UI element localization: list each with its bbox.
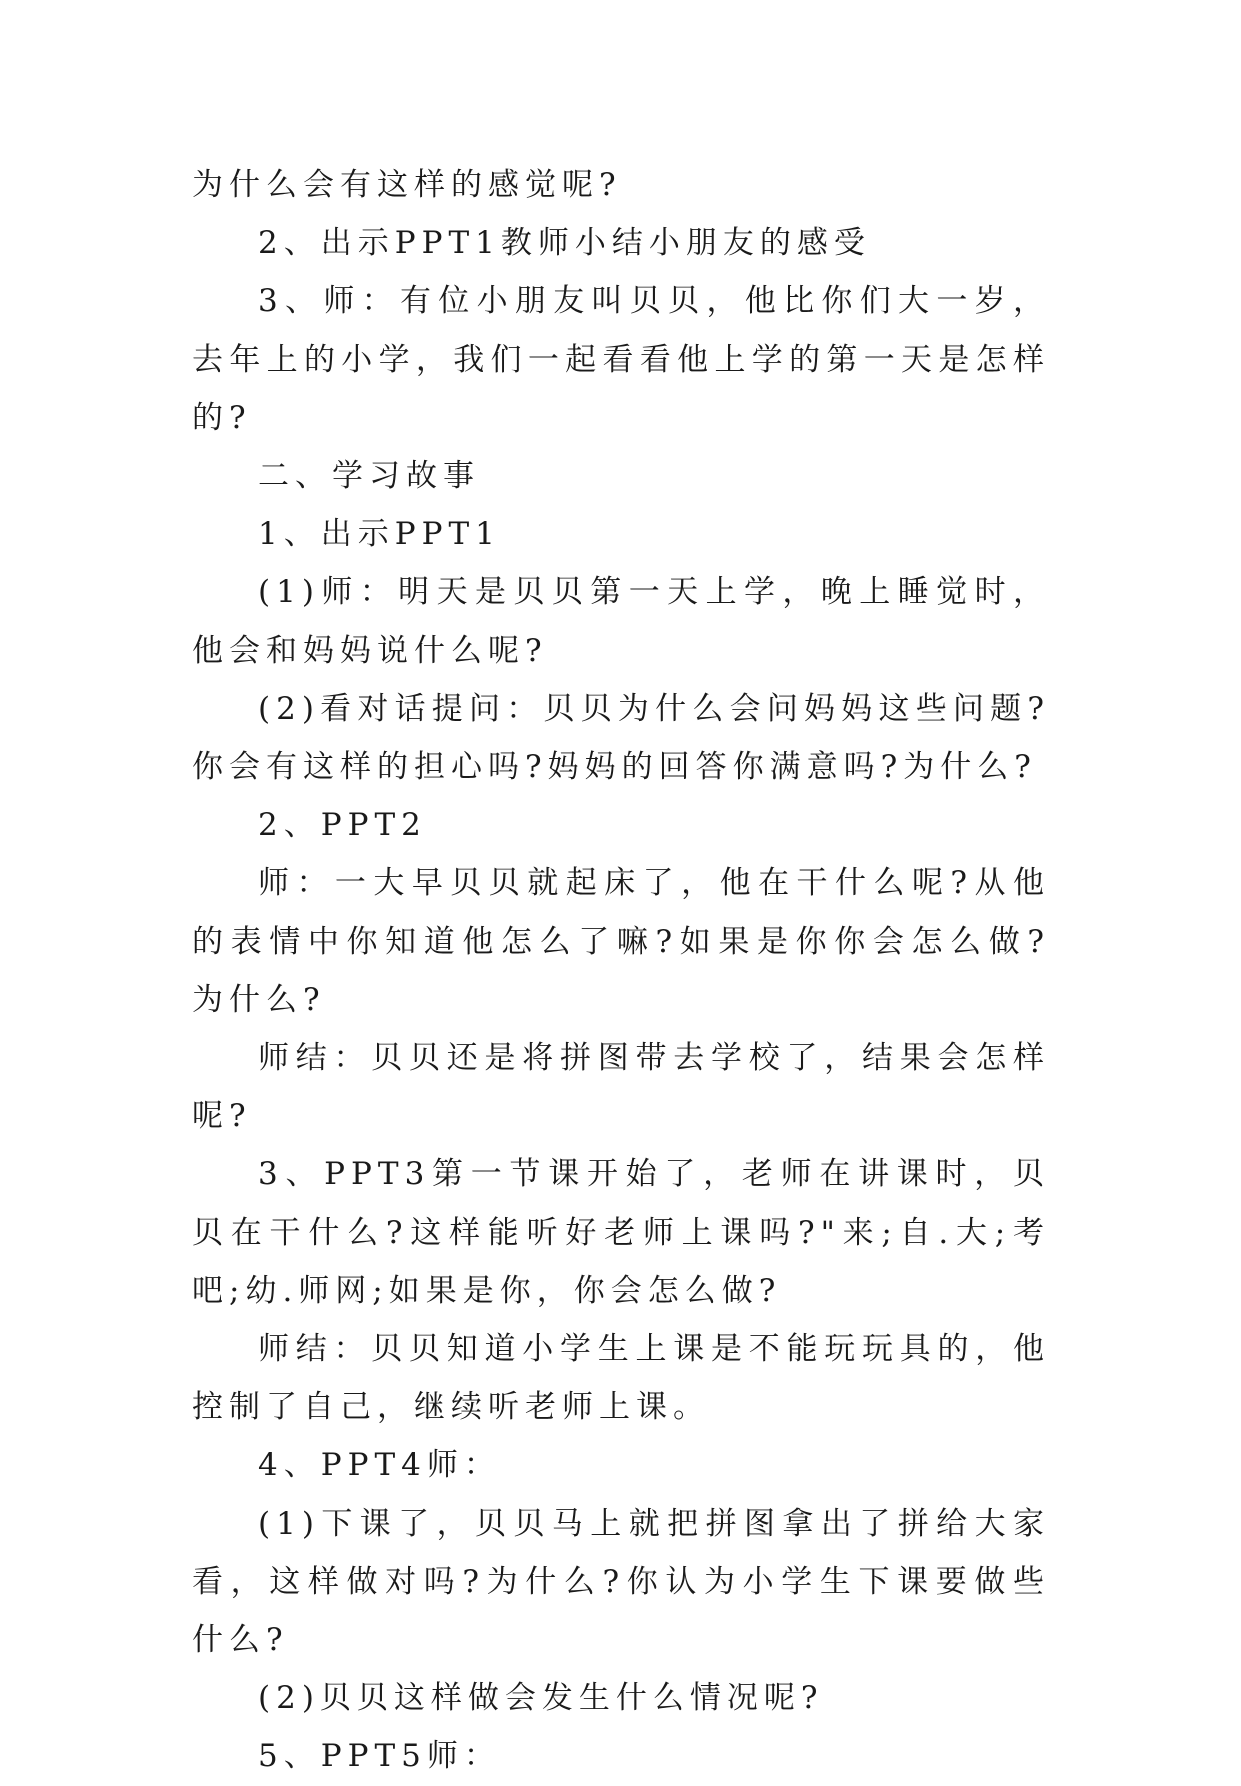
paragraph-12: 师结：贝贝知道小学生上课是不能玩玩具的，他控制了自己，继续听老师上课。 [192, 1331, 1050, 1426]
paragraph-4: 二、学习故事 [258, 458, 480, 495]
paragraph-14: (1)下课了，贝贝马上就把拼图拿出了拼给大家看，这样做对吗?为什么?你认为小学生下课要做些什么? [192, 1505, 1050, 1659]
paragraph-16: 5、PPT5师： [258, 1738, 501, 1775]
document-body [192, 156, 1050, 1786]
paragraph-15: (2)贝贝这样做会发生什么情况呢? [258, 1680, 824, 1717]
paragraph-9: 师：一大早贝贝就起床了，他在干什么呢?从他的表情中你知道他怎么了嘛?如果是你你会怎么做?为什么? [192, 865, 1050, 1018]
paragraph-5: 1、出示PPT1 [258, 516, 501, 553]
paragraph-13: 4、PPT4师： [258, 1447, 501, 1484]
paragraph-1: 为什么会有这样的感觉呢? [192, 167, 622, 203]
paragraph-11: 3、PPT3第一节课开始了，老师在讲课时，贝贝在干什么?这样能听好老师上课吗?"来;自.大;考吧;幼.师网;如果是你，你会怎么做? [192, 1156, 1050, 1309]
paragraph-2: 2、出示PPT1教师小结小朋友的感受 [258, 225, 871, 262]
paragraph-3: 3、师：有位小朋友叫贝贝，他比你们大一岁，去年上的小学，我们一起看看他上学的第一天是怎样的? [192, 283, 1050, 436]
paragraph-7: (2)看对话提问：贝贝为什么会问妈妈这些问题?你会有这样的担心吗?妈妈的回答你满意吗?为什么? [192, 690, 1050, 786]
paragraph-6: (1)师：明天是贝贝第一天上学，晚上睡觉时，他会和妈妈说什么呢? [192, 574, 1050, 669]
paragraph-10: 师结：贝贝还是将拼图带去学校了，结果会怎样呢? [192, 1040, 1050, 1135]
paragraph-8: 2、PPT2 [258, 807, 427, 844]
